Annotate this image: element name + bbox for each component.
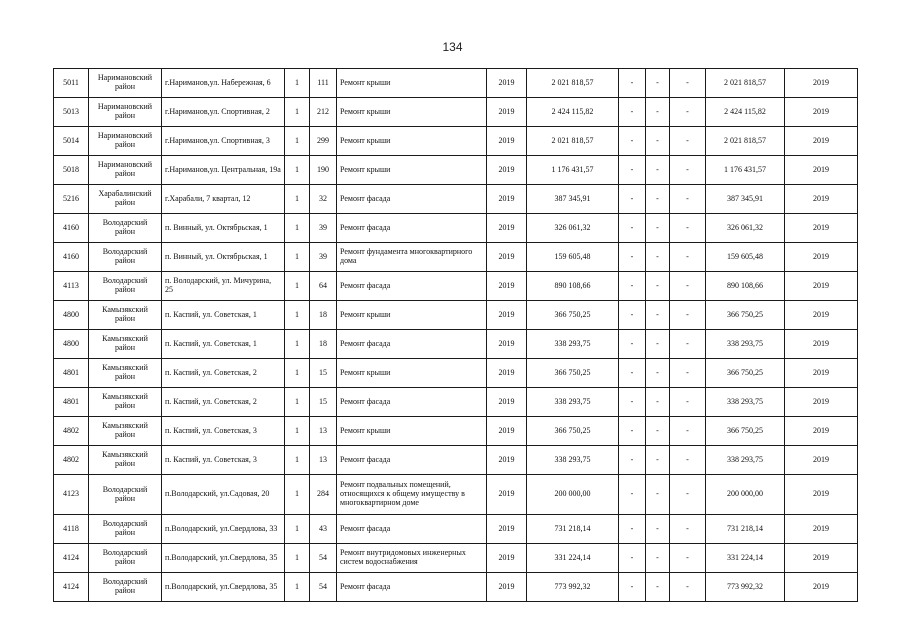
amount-cell: 366 750,25 [527,417,619,446]
dash-cell: - [619,98,646,127]
dash-cell: - [619,69,646,98]
district-cell: Володарский район [89,515,162,544]
total-cell: 2 021 818,57 [706,69,785,98]
count-cell: 1 [285,214,310,243]
address-cell: п. Володарский, ул. Мичурина, 25 [162,272,285,301]
address-cell: п. Каспий, ул. Советская, 3 [162,417,285,446]
dash-cell: - [670,330,706,359]
amount-cell: 731 218,14 [527,515,619,544]
dash-cell: - [670,127,706,156]
district-cell: Володарский район [89,544,162,573]
dash-cell: - [619,544,646,573]
total-cell: 331 224,14 [706,544,785,573]
completion-year-cell: 2019 [785,359,858,388]
work-type-cell: Ремонт крыши [337,156,487,185]
dash-cell: - [646,515,670,544]
dash-cell: - [670,417,706,446]
dash-cell: - [619,330,646,359]
number-cell: 18 [310,330,337,359]
amount-cell: 338 293,75 [527,330,619,359]
total-cell: 338 293,75 [706,388,785,417]
year-cell: 2019 [487,272,527,301]
number-cell: 111 [310,69,337,98]
object-id-cell: 4118 [54,515,89,544]
total-cell: 338 293,75 [706,446,785,475]
completion-year-cell: 2019 [785,156,858,185]
count-cell: 1 [285,475,310,515]
total-cell: 326 061,32 [706,214,785,243]
dash-cell: - [619,272,646,301]
address-cell: г.Нариманов,ул. Набережная, 6 [162,69,285,98]
object-id-cell: 4802 [54,417,89,446]
total-cell: 731 218,14 [706,515,785,544]
number-cell: 284 [310,475,337,515]
object-id-cell: 5216 [54,185,89,214]
amount-cell: 200 000,00 [527,475,619,515]
year-cell: 2019 [487,515,527,544]
count-cell: 1 [285,330,310,359]
dash-cell: - [619,573,646,602]
dash-cell: - [670,446,706,475]
dash-cell: - [646,69,670,98]
year-cell: 2019 [487,388,527,417]
work-type-cell: Ремонт фасада [337,330,487,359]
amount-cell: 338 293,75 [527,446,619,475]
dash-cell: - [646,475,670,515]
year-cell: 2019 [487,214,527,243]
address-cell: п. Каспий, ул. Советская, 2 [162,359,285,388]
year-cell: 2019 [487,156,527,185]
table-row [54,515,858,544]
completion-year-cell: 2019 [785,69,858,98]
district-cell: Наримановский район [89,127,162,156]
dash-cell: - [646,573,670,602]
dash-cell: - [646,330,670,359]
number-cell: 15 [310,388,337,417]
total-cell: 200 000,00 [706,475,785,515]
district-cell: Камызякский район [89,359,162,388]
dash-cell: - [646,243,670,272]
address-cell: п. Каспий, ул. Советская, 1 [162,330,285,359]
dash-cell: - [619,214,646,243]
district-cell: Володарский район [89,475,162,515]
dash-cell: - [646,214,670,243]
work-type-cell: Ремонт фасада [337,573,487,602]
number-cell: 39 [310,214,337,243]
object-id-cell: 4800 [54,330,89,359]
number-cell: 15 [310,359,337,388]
address-cell: г.Нариманов,ул. Спортивная, 2 [162,98,285,127]
object-id-cell: 5013 [54,98,89,127]
year-cell: 2019 [487,185,527,214]
dash-cell: - [646,301,670,330]
dash-cell: - [619,446,646,475]
completion-year-cell: 2019 [785,301,858,330]
district-cell: Наримановский район [89,98,162,127]
completion-year-cell: 2019 [785,544,858,573]
address-cell: п. Каспий, ул. Советская, 1 [162,301,285,330]
dash-cell: - [670,301,706,330]
year-cell: 2019 [487,417,527,446]
year-cell: 2019 [487,98,527,127]
number-cell: 64 [310,272,337,301]
number-cell: 299 [310,127,337,156]
year-cell: 2019 [487,127,527,156]
district-cell: Камызякский район [89,417,162,446]
work-type-cell: Ремонт фасада [337,272,487,301]
district-cell: Володарский район [89,573,162,602]
count-cell: 1 [285,301,310,330]
dash-cell: - [619,185,646,214]
object-id-cell: 4123 [54,475,89,515]
dash-cell: - [646,359,670,388]
address-cell: п.Володарский, ул.Садовая, 20 [162,475,285,515]
amount-cell: 773 992,32 [527,573,619,602]
dash-cell: - [670,272,706,301]
work-type-cell: Ремонт крыши [337,69,487,98]
completion-year-cell: 2019 [785,573,858,602]
work-type-cell: Ремонт крыши [337,359,487,388]
number-cell: 39 [310,243,337,272]
year-cell: 2019 [487,475,527,515]
dash-cell: - [619,475,646,515]
address-cell: п. Каспий, ул. Советская, 2 [162,388,285,417]
count-cell: 1 [285,156,310,185]
address-cell: п. Винный, ул. Октябрьская, 1 [162,243,285,272]
total-cell: 366 750,25 [706,301,785,330]
year-cell: 2019 [487,301,527,330]
work-type-cell: Ремонт подвальных помещений, относящихся к общему имуществу в многоквартирном доме [337,475,487,515]
table-row [54,127,858,156]
amount-cell: 366 750,25 [527,301,619,330]
completion-year-cell: 2019 [785,98,858,127]
dash-cell: - [670,475,706,515]
count-cell: 1 [285,69,310,98]
amount-cell: 326 061,32 [527,214,619,243]
amount-cell: 331 224,14 [527,544,619,573]
table-row [54,446,858,475]
dash-cell: - [646,417,670,446]
table-row [54,475,858,515]
number-cell: 190 [310,156,337,185]
number-cell: 54 [310,573,337,602]
number-cell: 32 [310,185,337,214]
district-cell: Камызякский район [89,446,162,475]
district-cell: Володарский район [89,214,162,243]
page-number: 134 [442,40,463,54]
dash-cell: - [646,446,670,475]
total-cell: 773 992,32 [706,573,785,602]
dash-cell: - [670,69,706,98]
dash-cell: - [646,544,670,573]
count-cell: 1 [285,388,310,417]
count-cell: 1 [285,272,310,301]
dash-cell: - [619,359,646,388]
dash-cell: - [619,127,646,156]
table-row [54,359,858,388]
dash-cell: - [646,156,670,185]
address-cell: п. Каспий, ул. Советская, 3 [162,446,285,475]
address-cell: г.Нариманов,ул. Центральная, 19а [162,156,285,185]
table-row [54,388,858,417]
total-cell: 890 108,66 [706,272,785,301]
completion-year-cell: 2019 [785,243,858,272]
count-cell: 1 [285,544,310,573]
total-cell: 1 176 431,57 [706,156,785,185]
dash-cell: - [646,388,670,417]
work-type-cell: Ремонт крыши [337,98,487,127]
completion-year-cell: 2019 [785,127,858,156]
work-type-cell: Ремонт фасада [337,185,487,214]
dash-cell: - [619,388,646,417]
year-cell: 2019 [487,573,527,602]
dash-cell: - [619,417,646,446]
number-cell: 54 [310,544,337,573]
amount-cell: 2 424 115,82 [527,98,619,127]
table-row [54,301,858,330]
count-cell: 1 [285,573,310,602]
district-cell: Володарский район [89,243,162,272]
total-cell: 2 021 818,57 [706,127,785,156]
object-id-cell: 5018 [54,156,89,185]
amount-cell: 366 750,25 [527,359,619,388]
district-cell: Камызякский район [89,301,162,330]
dash-cell: - [670,573,706,602]
table-row [54,243,858,272]
table-row [54,185,858,214]
district-cell: Камызякский район [89,388,162,417]
amount-cell: 387 345,91 [527,185,619,214]
year-cell: 2019 [487,330,527,359]
address-cell: п.Володарский, ул.Свердлова, 35 [162,573,285,602]
dash-cell: - [670,214,706,243]
work-type-cell: Ремонт крыши [337,127,487,156]
address-cell: п. Винный, ул. Октябрьская, 1 [162,214,285,243]
count-cell: 1 [285,127,310,156]
total-cell: 159 605,48 [706,243,785,272]
number-cell: 13 [310,446,337,475]
table-row [54,573,858,602]
work-type-cell: Ремонт фасада [337,515,487,544]
work-type-cell: Ремонт фасада [337,388,487,417]
dash-cell: - [619,515,646,544]
object-id-cell: 4801 [54,388,89,417]
year-cell: 2019 [487,446,527,475]
table-row [54,544,858,573]
count-cell: 1 [285,98,310,127]
object-id-cell: 4160 [54,243,89,272]
dash-cell: - [670,243,706,272]
number-cell: 43 [310,515,337,544]
table-row [54,417,858,446]
work-type-cell: Ремонт крыши [337,301,487,330]
address-cell: п.Володарский, ул.Свердлова, 35 [162,544,285,573]
dash-cell: - [646,272,670,301]
work-type-cell: Ремонт фасада [337,446,487,475]
number-cell: 13 [310,417,337,446]
dash-cell: - [670,544,706,573]
object-id-cell: 5014 [54,127,89,156]
table-row [54,156,858,185]
district-cell: Наримановский район [89,156,162,185]
object-id-cell: 4801 [54,359,89,388]
table-row [54,272,858,301]
count-cell: 1 [285,515,310,544]
object-id-cell: 4124 [54,544,89,573]
table-body [54,69,858,602]
table-row [54,98,858,127]
count-cell: 1 [285,359,310,388]
dash-cell: - [646,185,670,214]
year-cell: 2019 [487,69,527,98]
year-cell: 2019 [487,243,527,272]
number-cell: 18 [310,301,337,330]
object-id-cell: 4800 [54,301,89,330]
work-type-cell: Ремонт фундамента многоквартирного дома [337,243,487,272]
address-cell: п.Володарский, ул.Свердлова, 33 [162,515,285,544]
dash-cell: - [670,98,706,127]
total-cell: 366 750,25 [706,417,785,446]
district-cell: Камызякский район [89,330,162,359]
year-cell: 2019 [487,544,527,573]
dash-cell: - [646,98,670,127]
count-cell: 1 [285,446,310,475]
amount-cell: 2 021 818,57 [527,69,619,98]
number-cell: 212 [310,98,337,127]
district-cell: Наримановский район [89,69,162,98]
dash-cell: - [670,515,706,544]
object-id-cell: 4160 [54,214,89,243]
completion-year-cell: 2019 [785,388,858,417]
district-cell: Володарский район [89,272,162,301]
year-cell: 2019 [487,359,527,388]
work-type-cell: Ремонт крыши [337,417,487,446]
repair-register-table [53,68,858,602]
dash-cell: - [646,127,670,156]
object-id-cell: 4124 [54,573,89,602]
total-cell: 338 293,75 [706,330,785,359]
completion-year-cell: 2019 [785,446,858,475]
dash-cell: - [670,156,706,185]
dash-cell: - [619,156,646,185]
count-cell: 1 [285,417,310,446]
amount-cell: 890 108,66 [527,272,619,301]
dash-cell: - [670,359,706,388]
amount-cell: 1 176 431,57 [527,156,619,185]
object-id-cell: 5011 [54,69,89,98]
address-cell: г.Нариманов,ул. Спортивная, 3 [162,127,285,156]
total-cell: 366 750,25 [706,359,785,388]
completion-year-cell: 2019 [785,185,858,214]
work-type-cell: Ремонт фасада [337,214,487,243]
total-cell: 387 345,91 [706,185,785,214]
total-cell: 2 424 115,82 [706,98,785,127]
amount-cell: 338 293,75 [527,388,619,417]
count-cell: 1 [285,243,310,272]
dash-cell: - [670,185,706,214]
completion-year-cell: 2019 [785,417,858,446]
completion-year-cell: 2019 [785,214,858,243]
work-type-cell: Ремонт внутридомовых инженерных систем водоснабжения [337,544,487,573]
completion-year-cell: 2019 [785,272,858,301]
count-cell: 1 [285,185,310,214]
dash-cell: - [619,301,646,330]
table-row [54,214,858,243]
table-row [54,330,858,359]
district-cell: Харабалинский район [89,185,162,214]
completion-year-cell: 2019 [785,515,858,544]
address-cell: г.Харабали, 7 квартал, 12 [162,185,285,214]
object-id-cell: 4802 [54,446,89,475]
dash-cell: - [619,243,646,272]
object-id-cell: 4113 [54,272,89,301]
dash-cell: - [670,388,706,417]
completion-year-cell: 2019 [785,475,858,515]
amount-cell: 2 021 818,57 [527,127,619,156]
amount-cell: 159 605,48 [527,243,619,272]
completion-year-cell: 2019 [785,330,858,359]
table-row [54,69,858,98]
